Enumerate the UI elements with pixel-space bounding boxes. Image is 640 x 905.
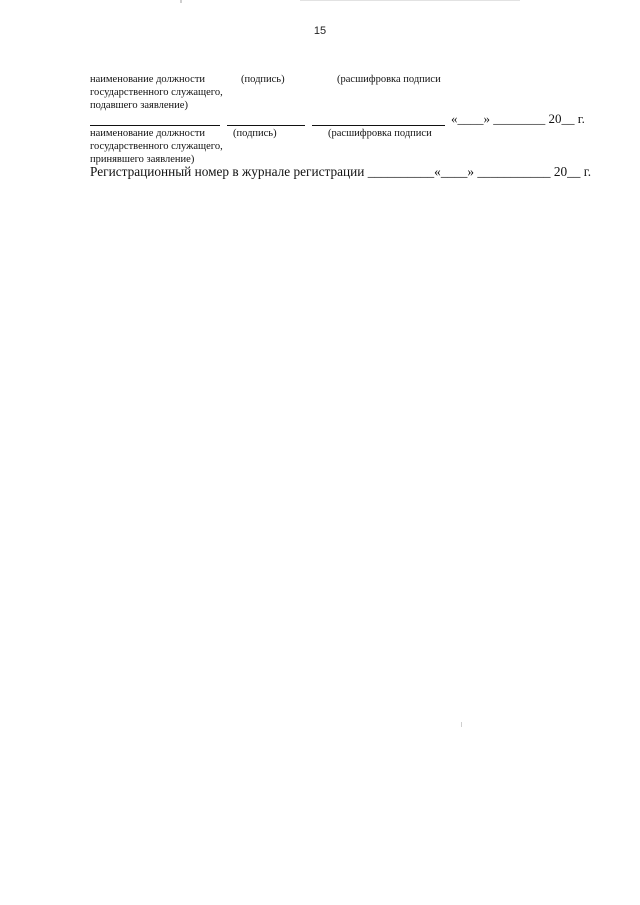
receiver-position-label-1: наименование должности [90, 128, 206, 139]
receiver-signature-label: (подпись) [233, 128, 277, 139]
applicant-decoding-label: (расшифровка подписи [337, 74, 441, 85]
scan-speck [461, 722, 462, 727]
receiver-position-label-2: государственного служащего, [90, 141, 223, 152]
applicant-signature-label: (подпись) [241, 74, 285, 85]
applicant-position-label-2: государственного служащего, [90, 87, 223, 98]
applicant-position-label-3: подавшего заявление) [90, 100, 188, 111]
applicant-position-label-1: наименование должности [90, 74, 206, 85]
receiver-decoding-label: (расшифровка подписи [328, 128, 432, 139]
page-number: 15 [313, 25, 327, 37]
registration-line: Регистрационный номер в журнале регистрации __________«____» ___________ 20__ г. [90, 164, 592, 179]
receiver-signature-line [227, 125, 305, 126]
scan-mark-top-line [300, 0, 520, 1]
receiver-decoding-line [312, 125, 445, 126]
receiver-date: «____» ________ 20__ г. [451, 111, 585, 126]
scan-mark-top [180, 0, 182, 3]
receiver-position-line [90, 125, 220, 126]
receiver-position-label-3: принявшего заявление) [90, 154, 195, 165]
